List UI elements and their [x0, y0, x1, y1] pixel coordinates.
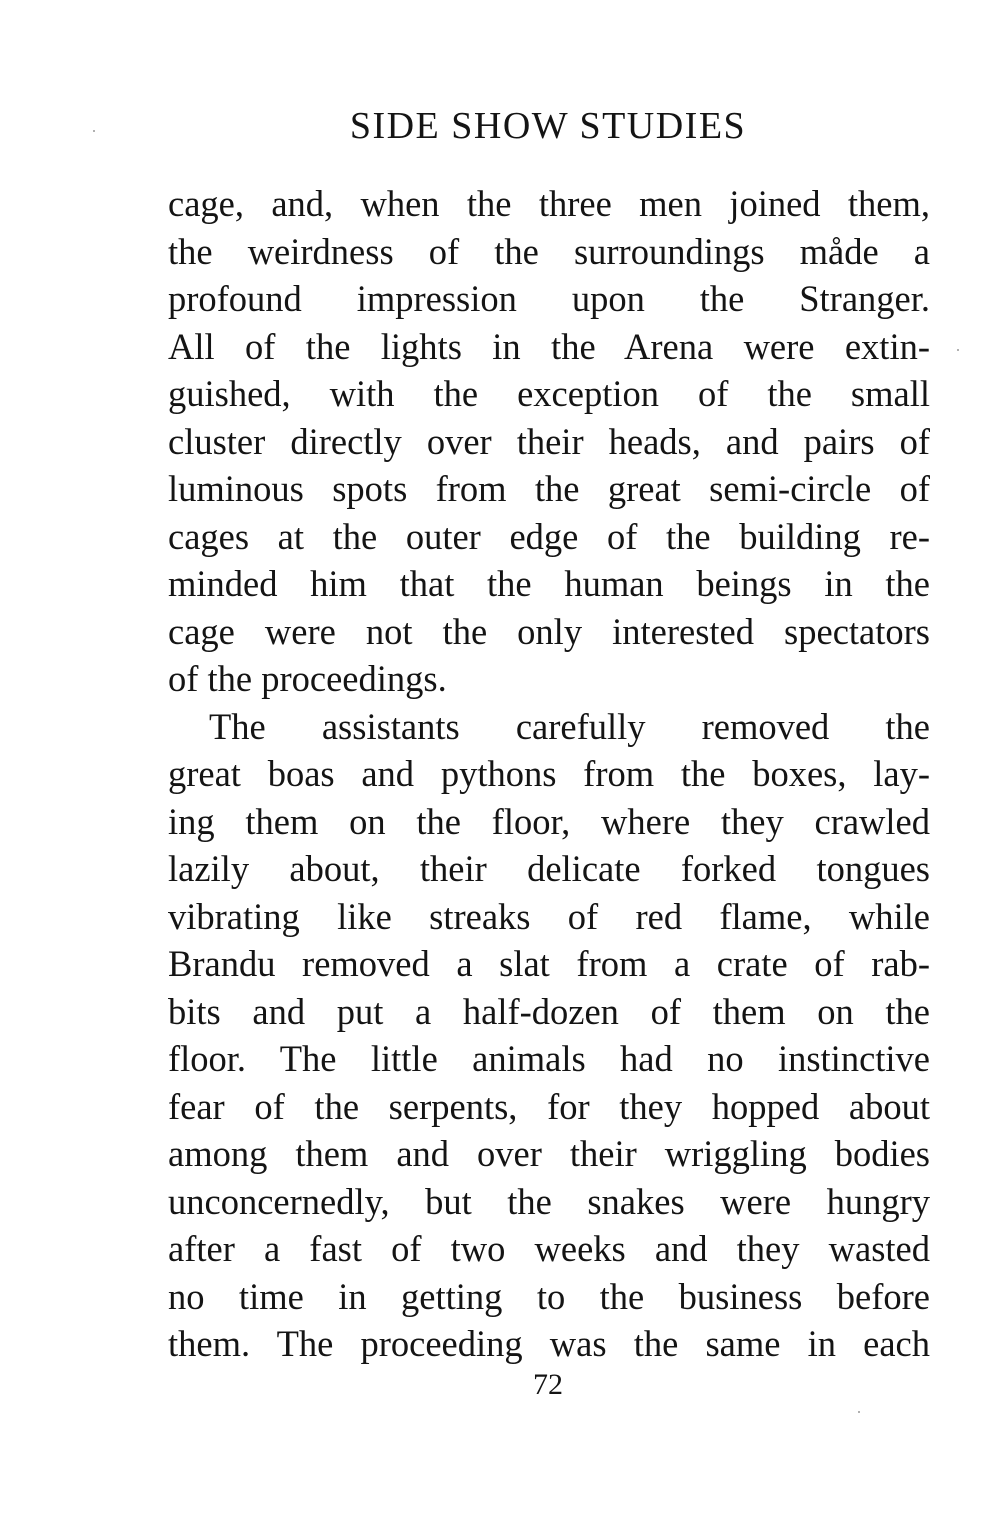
- body-text: [168, 180, 930, 1368]
- text-line: All of the lights in the Arena were extin-: [168, 325, 930, 367]
- text-line: The assistants carefully removed the: [209, 705, 930, 747]
- text-line: the weirdness of the surroundings måde a: [168, 230, 930, 272]
- text-line: bits and put a half-dozen of them on the: [168, 990, 930, 1032]
- text-line: among them and over their wriggling bodies: [168, 1133, 930, 1174]
- text-line: them. The proceeding was the same in each: [168, 1323, 930, 1364]
- text-line: cages at the outer edge of the building re-: [168, 515, 930, 557]
- text-line: profound impression upon the Stranger.: [168, 278, 930, 319]
- text-line: fear of the serpents, for they hopped about: [168, 1085, 930, 1127]
- text-line: no time in getting to the business before: [168, 1275, 930, 1317]
- paper-speck: [957, 349, 959, 351]
- text-line: of the proceedings.: [168, 658, 447, 699]
- text-line: Brandu removed a slat from a crate of rab-: [168, 943, 930, 984]
- paper-speck: [858, 1411, 860, 1413]
- page-number: 72: [533, 1368, 563, 1401]
- text-line: guished, with the exception of the small: [168, 373, 930, 414]
- text-line: great boas and pythons from the boxes, lay-: [168, 753, 930, 794]
- text-line: lazily about, their delicate forked tongues: [168, 848, 930, 889]
- text-line: minded him that the human beings in the: [168, 563, 930, 604]
- paper-speck: [93, 130, 95, 132]
- text-line: luminous spots from the great semi-circle of: [168, 468, 930, 509]
- text-line: after a fast of two weeks and they wasted: [168, 1228, 930, 1269]
- text-line: ing them on the floor, where they crawled: [168, 800, 930, 842]
- text-line: floor. The little animals had no instinctive: [168, 1038, 930, 1079]
- text-line: cage were not the only interested spectators: [168, 610, 930, 652]
- paragraph-2: [168, 703, 930, 1368]
- text-line: vibrating like streaks of red flame, while: [168, 895, 930, 937]
- text-line: cage, and, when the three men joined them,: [168, 183, 930, 224]
- paragraph-1: [168, 180, 930, 703]
- text-line: cluster directly over their heads, and pairs of: [168, 420, 930, 462]
- running-title: SIDE SHOW STUDIES: [349, 105, 747, 147]
- text-line: unconcernedly, but the snakes were hungry: [168, 1180, 930, 1222]
